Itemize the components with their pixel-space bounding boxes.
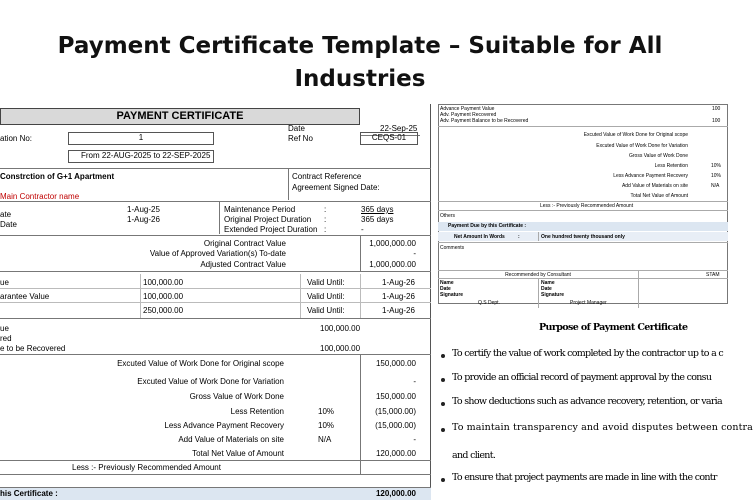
calc-label: Total Net Value of Amount [192, 449, 284, 458]
colon: : [324, 205, 327, 214]
calc-value: - [413, 435, 416, 444]
contractor-name: Main Contractor name [0, 192, 80, 201]
calc-label: Less Advance Payment Recovery [164, 421, 284, 430]
date-value: 22-Sep-25 [380, 124, 418, 133]
calc-value: 150,000.00 [375, 359, 416, 368]
signature-label: Signature [541, 292, 565, 298]
advance-balance-label: e to be Recovered [0, 344, 66, 353]
agreement-signed-label: Agreement Signed Date: [292, 183, 380, 192]
name-label: Name [541, 280, 555, 286]
calc-pct: N/A [318, 435, 332, 444]
bullet-icon [441, 378, 445, 382]
calc-label: Less Retention [230, 407, 284, 416]
advance-value-label: ue [0, 324, 9, 333]
calc-label: Add Value of Materials on site [621, 183, 688, 189]
orig-duration-value: 365 days [361, 215, 394, 224]
valid-until-label: Valid Until: [307, 278, 345, 287]
date-label: Date [440, 286, 451, 292]
purpose-item: To show deductions such as advance recovery, retention, or varia [452, 396, 722, 407]
calc-value: (15,000.00) [375, 407, 416, 416]
orig-duration-label: Original Project Duration [224, 215, 312, 224]
certificate-heading: PAYMENT CERTIFICATE [0, 108, 360, 125]
valid-until-label: Valid Until: [307, 292, 345, 301]
calc-label: Add Value of Materials on site [178, 435, 284, 444]
advance-recovered-label: red [0, 334, 12, 343]
certificate-preview-sheet [438, 104, 753, 500]
adjusted-label: Adjusted Contract Value [200, 260, 286, 269]
payment-due-label: his Certificate : [0, 489, 58, 498]
others-label: Others [440, 213, 456, 219]
valid-until-label: Valid Until: [307, 306, 345, 315]
bullet-icon [441, 478, 445, 482]
adv-row-label: Advance Payment Value [440, 106, 495, 112]
bond-label: arantee Value [0, 292, 50, 301]
calc-label: Less Advance Payment Recovery [613, 173, 688, 179]
calc-label: Excuted Value of Work Done for Variation [137, 377, 284, 386]
name-label: Name [440, 280, 454, 286]
colon: : [518, 234, 520, 240]
advance-value: 100,000.00 [320, 324, 361, 333]
payment-due-label: Payment Due by this Certificate : [448, 223, 527, 229]
maintenance-value: 365 days [361, 205, 394, 214]
project-manager-label: Project Manager [570, 300, 607, 306]
calc-pct: 10% [318, 407, 335, 416]
previously-recommended-label: Less :- Previously Recommended Amount [540, 203, 634, 209]
purpose-item: To ensure that project payments are made in line with the contr [452, 472, 717, 483]
contract-reference-label: Contract Reference [292, 172, 362, 181]
calc-label: Excuted Value of Work Done for Original scope [583, 132, 688, 138]
bond-amount: 250,000.00 [143, 306, 184, 315]
calc-label: Total Net Value of Amount [630, 193, 688, 199]
advance-balance-value: 100,000.00 [320, 344, 361, 353]
calc-pct: 10% [711, 173, 722, 179]
page-title-line-2: Industries [294, 66, 426, 92]
bullet-icon [441, 354, 445, 358]
valuation-label: ation No: [0, 134, 33, 143]
orig-contract-label: Original Contract Value [203, 239, 286, 248]
valuation-no-box: 1 [68, 132, 214, 145]
calc-label: Excuted Value of Work Done for Original scope [117, 359, 284, 368]
bond-amount: 100,000.00 [143, 278, 184, 287]
calc-value: (15,000.00) [375, 421, 416, 430]
maintenance-label: Maintenance Period [224, 205, 296, 214]
bond-label: ue [0, 278, 9, 287]
comments-label: Comments [440, 245, 465, 251]
colon: : [324, 225, 327, 234]
bullet-icon [441, 428, 445, 432]
ref-label: Ref No [288, 134, 313, 143]
calc-label: Excuted Value of Work Done for Variation [596, 143, 688, 149]
end-date-label: Date [0, 220, 17, 229]
calc-label: Gross Value of Work Done [189, 392, 284, 401]
purpose-item: To provide an official record of payment approval by the consu [452, 372, 712, 383]
orig-contract-value: 1,000,000.00 [369, 239, 416, 248]
adv-row-label: Adv. Payment Recovered [440, 112, 497, 118]
calc-value: - [413, 377, 416, 386]
start-date-label: ate [0, 210, 12, 219]
end-date-value: 1-Aug-26 [127, 215, 160, 224]
qs-dept-label: Q.S Dept. [478, 300, 500, 306]
start-date-value: 1-Aug-25 [127, 205, 160, 214]
valid-until-value: 1-Aug-26 [382, 306, 415, 315]
ref-no-box: CEQS-01 [360, 132, 418, 145]
variation-label: Value of Approved Variation(s) To-date [149, 249, 286, 258]
signature-label: Signature [440, 292, 464, 298]
period-box: From 22-AUG-2025 to 22-SEP-2025 [68, 150, 214, 163]
previously-recommended-label: Less :- Previously Recommended Amount [72, 463, 221, 472]
ext-duration-label: Extended Project Duration [224, 225, 318, 234]
calc-pct: 10% [318, 421, 335, 430]
adv-row-value: 100 [712, 118, 721, 124]
calc-value: 150,000.00 [375, 392, 416, 401]
valid-until-value: 1-Aug-26 [382, 292, 415, 301]
purpose-item: To maintain transparency and avoid disputes between contra [452, 422, 753, 433]
calc-value: 120,000.00 [375, 449, 416, 458]
adv-row-label: Adv. Payment Balance to be Recovered [440, 118, 529, 124]
amount-in-words-value: One hundred twenty thousand only [541, 234, 625, 240]
calc-label: Less Retention [654, 163, 688, 169]
ext-duration-value: - [361, 225, 364, 234]
calc-pct: 10% [711, 163, 722, 169]
purpose-heading: Purpose of Payment Certificate [539, 322, 688, 333]
purpose-item-continued: and client. [452, 450, 496, 461]
stamp-label: STAM [706, 272, 720, 278]
project-name: Constrction of G+1 Apartment [0, 172, 115, 181]
valid-until-value: 1-Aug-26 [382, 278, 415, 287]
page-title [0, 30, 720, 96]
date-label: Date [541, 286, 552, 292]
amount-in-words-label: Net Amount In Words [454, 234, 505, 240]
variation-value: - [413, 249, 416, 258]
purpose-item: To certify the value of work completed by the contractor up to a c [452, 348, 723, 359]
payment-due-value: 120,000.00 [375, 489, 416, 498]
page-title-line-1: Payment Certificate Template – Suitable for All [57, 33, 663, 59]
date-label: Date [288, 124, 305, 133]
adjusted-value: 1,000,000.00 [369, 260, 416, 269]
payment-certificate-sheet [0, 104, 431, 500]
calc-label: Gross Value of Work Done [628, 153, 688, 159]
recommended-by-label: Recommended by Consultant [505, 272, 571, 278]
colon: : [324, 215, 327, 224]
adv-row-value: 100 [712, 106, 721, 112]
bond-amount: 100,000.00 [143, 292, 184, 301]
calc-pct: N/A [711, 183, 720, 189]
bullet-icon [441, 402, 445, 406]
